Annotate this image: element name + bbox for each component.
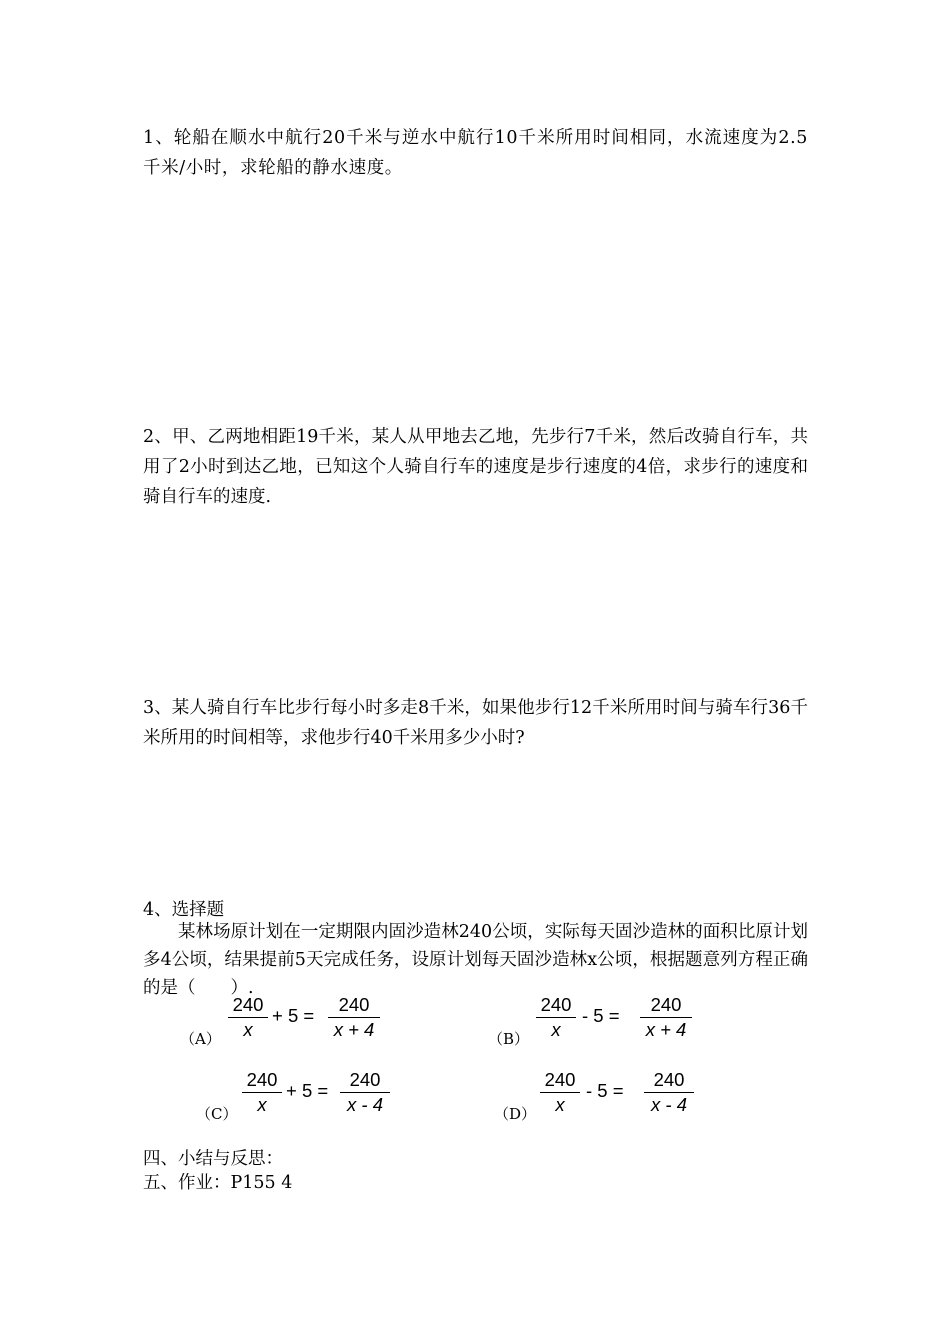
option-a-fraction-left: 240 x: [228, 995, 268, 1040]
option-d-fraction-left: 240 x: [540, 1070, 580, 1115]
problem-1: 1、轮船在顺水中航行20千米与逆水中航行10千米所用时间相同，水流速度为2.5千米/小时，求轮船的静水速度。: [143, 128, 808, 178]
option-b-label: （B）: [488, 1030, 530, 1048]
choice-stem: 某林场原计划在一定期限内固沙造林240公顷，实际每天固沙造林的面积比原计划多4公顷，结果提前5天完成任务，设原计划每天固沙造林x公顷，根据题意列方程正确的是（ ）.: [143, 922, 808, 998]
option-a-label: （A）: [180, 1030, 221, 1048]
summary-reflection: 四、小结与反思：: [143, 1149, 283, 1169]
option-b-fraction-right: 240 x + 4: [640, 995, 692, 1040]
option-d-label: （D）: [494, 1105, 537, 1123]
option-b-operator: - 5 =: [582, 1005, 620, 1026]
option-d-operator: - 5 =: [586, 1080, 624, 1101]
option-a-operator: + 5 =: [272, 1005, 315, 1026]
problem-2: 2、甲、乙两地相距19千米，某人从甲地去乙地，先步行7千米，然后改骑自行车，共用了2小时到达乙地，已知这个人骑自行车的速度是步行速度的4倍，求步行的速度和骑自行车的速度.: [143, 427, 808, 507]
option-c-label: （C）: [196, 1105, 238, 1123]
option-b-fraction-left: 240 x: [536, 995, 576, 1040]
choice-title: 4、选择题: [143, 900, 225, 920]
option-a-fraction-right: 240 x + 4: [328, 995, 380, 1040]
option-c-fraction-right: 240 x - 4: [340, 1070, 390, 1115]
option-c-fraction-left: 240 x: [242, 1070, 282, 1115]
problem-3: 3、某人骑自行车比步行每小时多走8千米，如果他步行12千米所用时间与骑车行36千米所用的时间相等，求他步行40千米用多少小时?: [143, 698, 808, 748]
summary-homework: 五、作业：P155 4: [143, 1173, 293, 1193]
option-d-fraction-right: 240 x - 4: [644, 1070, 694, 1115]
option-c-operator: + 5 =: [286, 1080, 329, 1101]
